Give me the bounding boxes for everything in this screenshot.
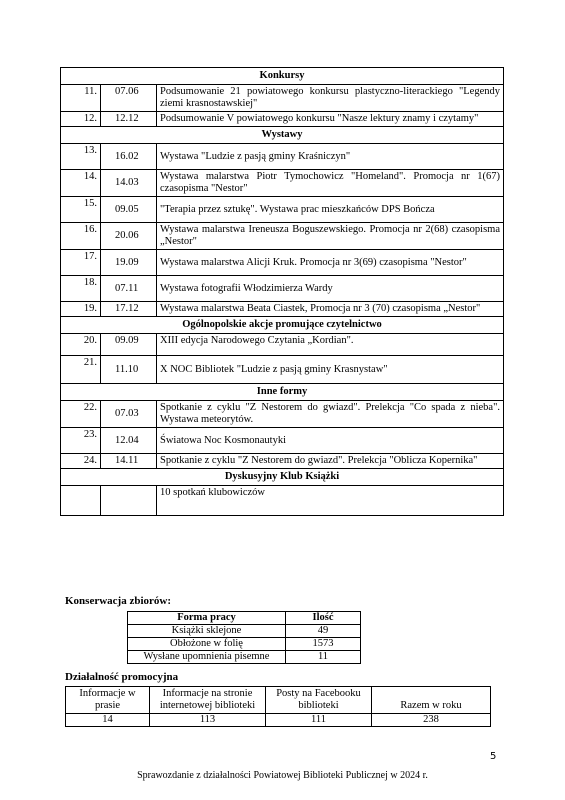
row-description: Wystawa malarstwa Ireneusza Boguszewskiego. Promocja nr 2(68) czasopisma „Nestor" xyxy=(157,223,504,250)
section-title: Ogólnopolskie akcje promujące czytelnictwo xyxy=(61,317,504,334)
table-cell: 11 xyxy=(286,651,361,664)
row-number: 17. xyxy=(61,250,101,276)
row-date: 14.11 xyxy=(101,454,157,469)
table-cell: Obłożone w folię xyxy=(128,638,286,651)
row-description: Wystawa malarstwa Alicji Kruk. Promocja nr 3(69) czasopisma "Nestor" xyxy=(157,250,504,276)
section-title: Inne formy xyxy=(61,384,504,401)
row-description: Wystawa "Ludzie z pasją gminy Kraśniczyn" xyxy=(157,144,504,170)
row-number xyxy=(61,486,101,516)
table-row xyxy=(61,112,504,127)
row-description: Spotkanie z cyklu "Z Nestorem do gwiazd". Prelekcja "Oblicza Kopernika" xyxy=(157,454,504,469)
table-cell: Książki sklejone xyxy=(128,625,286,638)
row-date: 09.09 xyxy=(101,334,157,356)
table-row xyxy=(61,223,504,250)
row-date: 12.12 xyxy=(101,112,157,127)
row-number: 19. xyxy=(61,302,101,317)
row-number: 14. xyxy=(61,170,101,197)
row-description: X NOC Bibliotek "Ludzie z pasją gminy Krasnystaw" xyxy=(157,356,504,384)
page-footer: Sprawozdanie z działalności Powiatowej Biblioteki Publicznej w 2024 r. xyxy=(137,770,428,781)
row-date xyxy=(101,486,157,516)
table-cell: 1573 xyxy=(286,638,361,651)
row-date: 07.11 xyxy=(101,276,157,302)
section-heading-row xyxy=(61,384,504,401)
row-description: "Terapia przez sztukę". Wystawa prac mieszkańców DPS Bończa xyxy=(157,197,504,223)
row-number: 24. xyxy=(61,454,101,469)
row-description: XIII edycja Narodowego Czytania „Kordian". xyxy=(157,334,504,356)
column-header: Informacje na stronie internetowej biblioteki xyxy=(150,687,266,714)
row-description: 10 spotkań klubowiczów xyxy=(157,486,504,516)
row-number: 13. xyxy=(61,144,101,170)
table-row xyxy=(128,651,361,664)
table-row xyxy=(61,401,504,428)
row-date: 20.06 xyxy=(101,223,157,250)
page-number: 5 xyxy=(490,751,497,762)
row-number: 22. xyxy=(61,401,101,428)
row-date: 11.10 xyxy=(101,356,157,384)
row-number: 12. xyxy=(61,112,101,127)
table-cell: 238 xyxy=(372,714,491,727)
table-cell: 111 xyxy=(266,714,372,727)
table-row xyxy=(61,454,504,469)
row-date: 12.04 xyxy=(101,428,157,454)
section-heading-row xyxy=(61,68,504,85)
section-title: Dyskusyjny Klub Książki xyxy=(61,469,504,486)
row-date: 16.02 xyxy=(101,144,157,170)
table-row xyxy=(66,714,491,727)
table-row xyxy=(61,197,504,223)
column-header: Razem w roku xyxy=(372,687,491,714)
table-row xyxy=(61,356,504,384)
row-description: Wystawa malarstwa Beata Ciastek, Promocja nr 3 (70) czasopisma „Nestor" xyxy=(157,302,504,317)
table-cell: Wysłane upomnienia pisemne xyxy=(128,651,286,664)
table-row xyxy=(61,250,504,276)
table-row xyxy=(61,85,504,112)
row-number: 20. xyxy=(61,334,101,356)
section-heading-row xyxy=(61,127,504,144)
table-row xyxy=(61,170,504,197)
row-date: 14.03 xyxy=(101,170,157,197)
section-heading-row xyxy=(61,469,504,486)
row-number: 16. xyxy=(61,223,101,250)
column-header: Informacje w prasie xyxy=(66,687,150,714)
row-description: Wystawa malarstwa Piotr Tymochowicz "Homeland". Promocja nr 1(67) czasopisma "Nestor" xyxy=(157,170,504,197)
section-heading-konserwacja: Konserwacja zbiorów: xyxy=(65,595,172,607)
row-number: 18. xyxy=(61,276,101,302)
row-date: 07.03 xyxy=(101,401,157,428)
table-cell: 113 xyxy=(150,714,266,727)
row-number: 23. xyxy=(61,428,101,454)
row-description: Wystawa fotografii Włodzimierza Wardy xyxy=(157,276,504,302)
column-header: Posty na Facebooku biblioteki xyxy=(266,687,372,714)
table-row xyxy=(61,302,504,317)
section-title: Konkursy xyxy=(61,68,504,85)
table-header-row xyxy=(66,687,491,714)
table-cell: 49 xyxy=(286,625,361,638)
column-header: Ilość xyxy=(286,612,361,625)
row-number: 11. xyxy=(61,85,101,112)
table-row xyxy=(61,428,504,454)
promocja-table xyxy=(65,686,491,727)
row-number: 21. xyxy=(61,356,101,384)
table-row xyxy=(61,486,504,516)
row-date: 17.12 xyxy=(101,302,157,317)
section-heading-promocja: Działalność promocyjna xyxy=(65,671,179,683)
row-number: 15. xyxy=(61,197,101,223)
column-header: Forma pracy xyxy=(128,612,286,625)
table-row xyxy=(61,144,504,170)
table-row xyxy=(128,625,361,638)
table-cell: 14 xyxy=(66,714,150,727)
konserwacja-table xyxy=(127,611,361,664)
section-title: Wystawy xyxy=(61,127,504,144)
row-date: 07.06 xyxy=(101,85,157,112)
table-row xyxy=(61,276,504,302)
row-description: Podsumowanie 21 powiatowego konkursu plastyczno-literackiego "Legendy ziemi krasnostawskiej" xyxy=(157,85,504,112)
row-description: Spotkanie z cyklu "Z Nestorem do gwiazd". Prelekcja "Co spada z nieba". Wystawa meteorytów. xyxy=(157,401,504,428)
table-header-row xyxy=(128,612,361,625)
table-row xyxy=(128,638,361,651)
row-description: Podsumowanie V powiatowego konkursu "Nasze lektury znamy i czytamy" xyxy=(157,112,504,127)
section-heading-row xyxy=(61,317,504,334)
table-row xyxy=(61,334,504,356)
row-date: 09.05 xyxy=(101,197,157,223)
row-description: Światowa Noc Kosmonautyki xyxy=(157,428,504,454)
row-date: 19.09 xyxy=(101,250,157,276)
events-table xyxy=(60,67,504,516)
